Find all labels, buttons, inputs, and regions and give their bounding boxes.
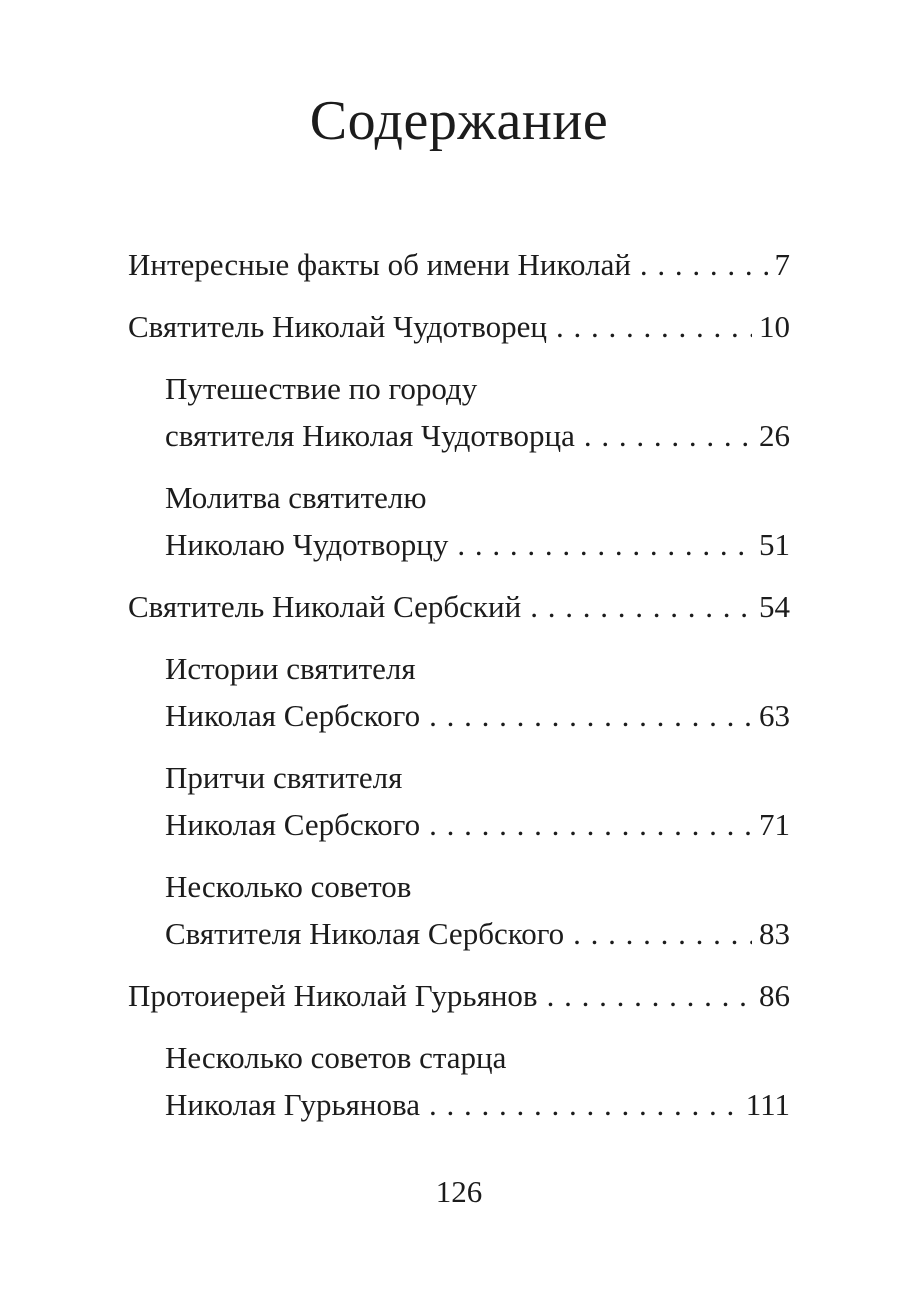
toc-entry [128, 583, 790, 630]
toc-entry-line [165, 754, 790, 801]
page-title: Содержание [309, 90, 609, 152]
toc-entry-title: Николая Сербского [165, 698, 421, 734]
toc-entry-line [165, 412, 790, 459]
toc-entry-line [165, 1081, 790, 1128]
toc-entry-title: Протоиерей Николай Гурьянов [128, 978, 538, 1014]
toc-entry-line [165, 1034, 790, 1081]
dot-leader [584, 412, 752, 459]
toc-entry-page-number: 86 [759, 978, 790, 1014]
toc-entry-page-number: 7 [774, 247, 790, 283]
toc-entry [128, 645, 790, 739]
toc-list [128, 241, 790, 1128]
dot-leader [556, 303, 752, 350]
dot-leader [429, 692, 752, 739]
toc-entry [128, 1034, 790, 1128]
dot-leader [547, 972, 752, 1019]
toc-entry [128, 365, 790, 459]
footer-page-number: 126 [435, 1174, 483, 1209]
toc-entry-line [128, 972, 790, 1019]
toc-entry [128, 863, 790, 957]
toc-entry-title: Путешествие по городу [165, 371, 478, 407]
toc-entry-page-number: 51 [759, 527, 790, 563]
toc-entry-page-number: 54 [759, 589, 790, 625]
toc-entry-page-number: 10 [759, 309, 790, 345]
toc-entry-line [165, 645, 790, 692]
toc-entry-line [165, 365, 790, 412]
toc-entry [128, 474, 790, 568]
toc-entry-line [128, 583, 790, 630]
toc-entry-title: Несколько советов [165, 869, 412, 905]
dot-leader [530, 583, 752, 630]
toc-entry-title: Истории святителя [165, 651, 416, 687]
toc-entry-line [165, 521, 790, 568]
toc-entry-line [128, 303, 790, 350]
toc-entry-title: Притчи святителя [165, 760, 403, 796]
toc-entry [128, 972, 790, 1019]
toc-entry-title: Несколько советов старца [165, 1040, 507, 1076]
toc-entry-page-number: 63 [759, 698, 790, 734]
dot-leader [457, 521, 752, 568]
toc-entry-title: Интересные факты об имени Николай [128, 247, 631, 283]
toc-entry-page-number: 111 [745, 1087, 790, 1123]
toc-entry-title: Святитель Николай Чудотворец [128, 309, 547, 345]
toc-entry-line [165, 910, 790, 957]
toc-entry-line [128, 241, 790, 288]
toc-entry-title: Святителя Николая Сербского [165, 916, 565, 952]
toc-entry [128, 241, 790, 288]
toc-entry-page-number: 83 [759, 916, 790, 952]
toc-entry [128, 303, 790, 350]
toc-entry-title: Святитель Николай Сербский [128, 589, 522, 625]
toc-entry-title: Молитва святителю [165, 480, 427, 516]
toc-entry-line [165, 863, 790, 910]
toc-entry-line [165, 474, 790, 521]
toc-entry-page-number: 26 [759, 418, 790, 454]
toc-entry-line [165, 801, 790, 848]
toc-entry-title: Николая Гурьянова [165, 1087, 421, 1123]
dot-leader [573, 910, 752, 957]
dot-leader [429, 1081, 739, 1128]
dot-leader [429, 801, 752, 848]
toc-entry-title: Николая Сербского [165, 807, 421, 843]
toc-entry-title: Николаю Чудотворцу [165, 527, 449, 563]
toc-entry-title: святителя Николая Чудотворца [165, 418, 575, 454]
dot-leader [640, 241, 768, 288]
toc-entry [128, 754, 790, 848]
toc-entry-line [165, 692, 790, 739]
toc-entry-page-number: 71 [759, 807, 790, 843]
